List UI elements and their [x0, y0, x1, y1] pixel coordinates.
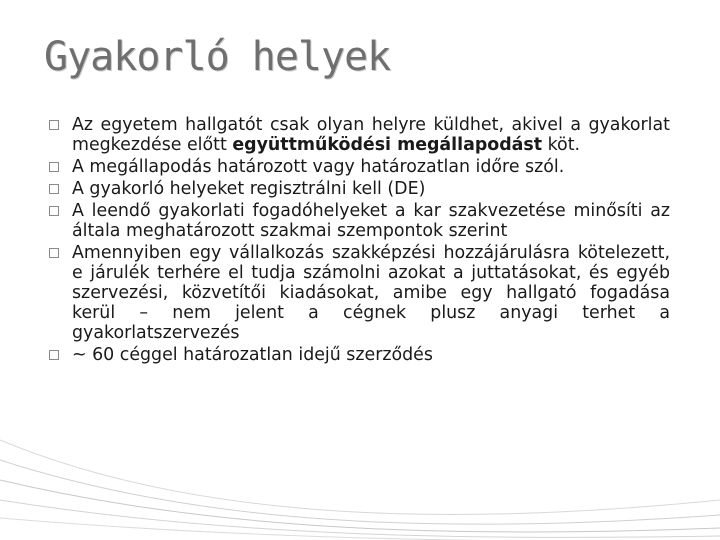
item-text: Amennyiben egy vállalkozás szakképzési hozzájárulásra kötelezett, e járulék terhére el tudja számolni azokat a juttatásokat, és egyéb szervezési, közvetítői kiadásokat, amibe egy hallgató fogadása kerül – nem jelent a cégnek plusz anyagi terhet a gyakorlatszervezés	[72, 243, 670, 343]
item-text: A gyakorló helyeket regisztrálni kell (DE)	[72, 179, 426, 199]
item-text-end: köt.	[542, 135, 581, 155]
list-item	[46, 201, 670, 241]
bullet-box-icon	[49, 120, 59, 130]
list-item	[46, 179, 670, 199]
bullet-list	[46, 115, 670, 367]
bullet-box-icon	[49, 184, 59, 194]
bullet-box-icon	[49, 206, 59, 216]
item-bold-text: együttműködési megállapodást	[232, 135, 543, 155]
decorative-swoosh-lines	[0, 420, 720, 540]
list-item	[46, 115, 670, 155]
item-text: ~ 60 céggel határozatlan idejű szerződés	[72, 345, 433, 365]
item-text: A megállapodás határozott vagy határozatlan időre szól.	[72, 157, 565, 177]
item-text: A leendő gyakorlati fogadóhelyeket a kar szakvezetése minősíti az általa meghatározott szakmai szempontok szerint	[72, 201, 670, 241]
bullet-box-icon	[49, 162, 59, 172]
list-item	[46, 243, 670, 343]
bullet-box-icon	[49, 350, 59, 360]
bullet-box-icon	[49, 248, 59, 258]
slide-title: Gyakorló helyek	[44, 34, 391, 80]
item-text: Az egyetem hallgatót csak olyan helyre küldhet, akivel a gyakorlat megkezdése előtt	[72, 115, 670, 155]
list-item	[46, 345, 670, 365]
list-item	[46, 157, 670, 177]
